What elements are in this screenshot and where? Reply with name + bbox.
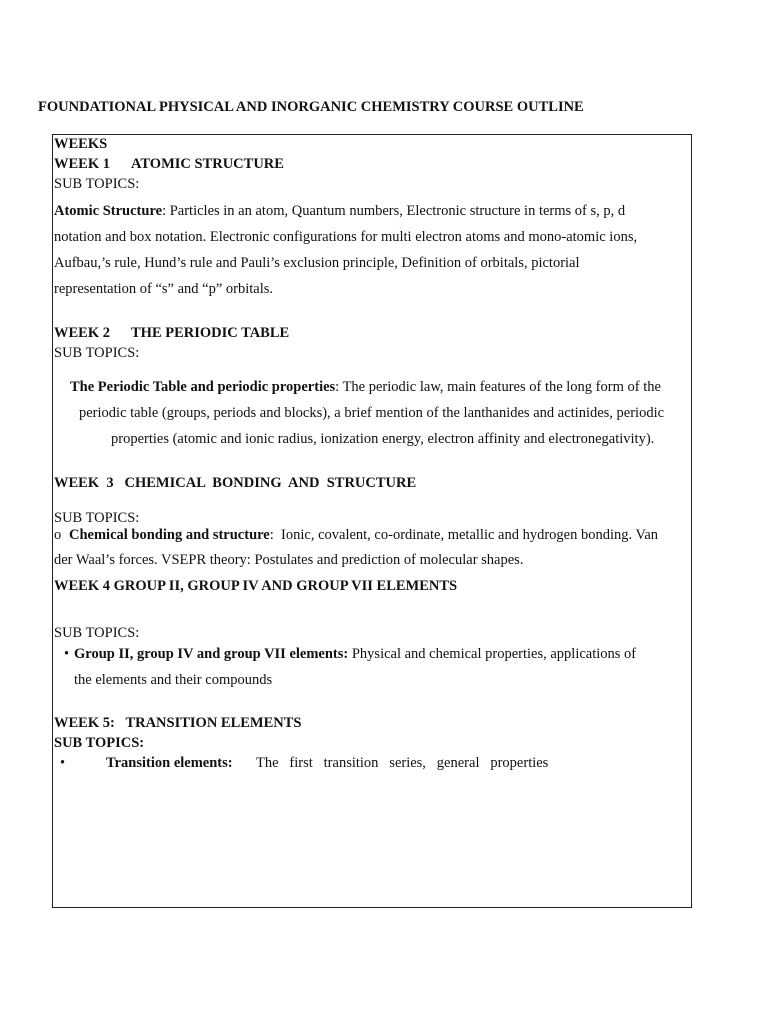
weeks-header: WEEKS — [54, 136, 108, 152]
week3-topic-line-2: der Waal’s forces. VSEPR theory: Postulates and prediction of molecular shapes. — [54, 552, 524, 568]
week2-topic-line-2: periodic table (groups, periods and blocks), a brief mention of the lanthanides and actinides, periodic — [79, 405, 665, 421]
week1-topic-line-4: representation of “s” and “p” orbitals. — [54, 281, 274, 297]
week2-number: WEEK 2 — [54, 325, 110, 341]
week5-topic-bold: Transition elements: — [106, 755, 233, 771]
week2-topic-bold: The Periodic Table and periodic properties — [70, 379, 336, 395]
week2-topic-line-3: properties (atomic and ionic radius, ionization energy, electron affinity and electronegativity). — [111, 431, 655, 447]
week2-subtopics-label: SUB TOPICS: — [54, 345, 140, 361]
week4-topic-line-2: the elements and their compounds — [74, 672, 273, 688]
week1-topic-bold: Atomic Structure — [54, 203, 163, 219]
week3-list-marker: o — [54, 527, 62, 543]
week2-title: THE PERIODIC TABLE — [131, 325, 290, 341]
week2-line-1-text: : The periodic law, main features of the long form of the — [335, 379, 661, 395]
week4-topic-bold: Group II, group IV and group VII elements: — [74, 646, 349, 662]
week5-bullet: • — [60, 755, 66, 771]
course-outline-table — [52, 134, 692, 908]
week1-title: ATOMIC STRUCTURE — [131, 156, 284, 172]
week4-subtopics-label: SUB TOPICS: — [54, 625, 140, 641]
week1-subtopics-label: SUB TOPICS: — [54, 176, 140, 192]
week5-topic-line-1: The first transition series, general properties — [256, 755, 549, 771]
week1-topic-line-3: Aufbau,’s rule, Hund’s rule and Pauli’s exclusion principle, Definition of orbitals, pictorial — [54, 255, 580, 271]
week2-topic-line-1 — [70, 379, 661, 396]
week1-line-1-text: : Particles in an atom, Quantum numbers, Electronic structure in terms of s, p, d — [162, 203, 626, 219]
document-title: FOUNDATIONAL PHYSICAL AND INORGANIC CHEMISTRY COURSE OUTLINE — [38, 99, 584, 115]
week3-line-1-text: : Ionic, covalent, co-ordinate, metallic and hydrogen bonding. Van — [269, 527, 659, 543]
week4-line-1-text: Physical and chemical properties, applications of — [348, 646, 637, 662]
week5-subtopics-label: SUB TOPICS: — [54, 735, 145, 751]
week3-topic-line-1 — [69, 527, 658, 544]
week4-topic-line-1 — [74, 646, 636, 663]
week4-heading: WEEK 4 GROUP II, GROUP IV AND GROUP VII ELEMENTS — [54, 578, 458, 594]
week4-bullet: • — [64, 646, 70, 662]
week1-topic-line-2: notation and box notation. Electronic configurations for multi electron atoms and mono-atomic ions, — [54, 229, 638, 245]
week3-heading: WEEK 3 CHEMICAL BONDING AND STRUCTURE — [54, 475, 417, 491]
week3-subtopics-label: SUB TOPICS: — [54, 510, 140, 526]
week1-topic-line-1 — [54, 203, 625, 220]
week5-heading: WEEK 5: TRANSITION ELEMENTS — [54, 715, 302, 731]
week1-number: WEEK 1 — [54, 156, 110, 172]
week3-topic-bold: Chemical bonding and structure — [69, 527, 270, 543]
